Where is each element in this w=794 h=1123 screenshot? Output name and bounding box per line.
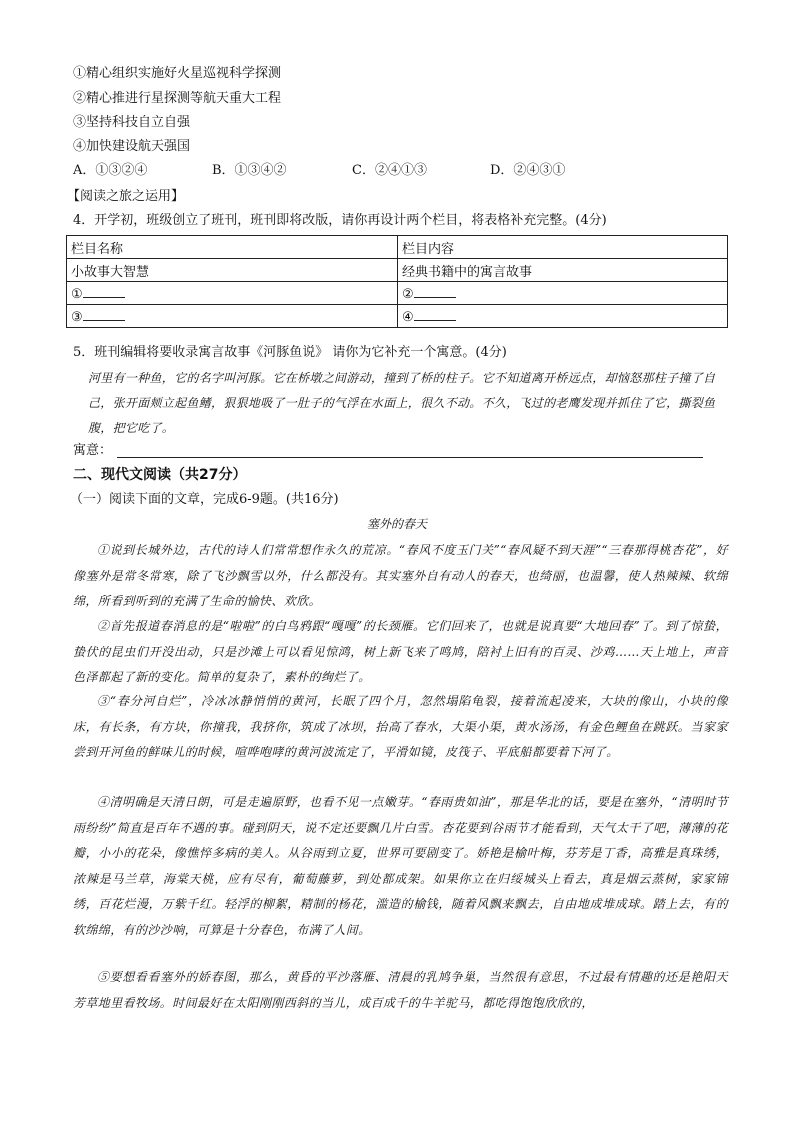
cell-label: ① (71, 286, 83, 302)
article-paragraph-5: ⑤要想看看塞外的娇春图，那么，黄昏的平沙落雁、清晨的乳鸠争巢，当然很有意思，不过最有情趣的还是艳阳天芳草地里看牧场。时间最好在太阳刚刚西斜的当儿，成百成千的牛羊驼马，都吃得饱饱欣欣的， (73, 970, 728, 1010)
table-cell: 小故事大智慧 (67, 259, 398, 282)
q3-option-a: A．①③②④ (73, 163, 148, 178)
moral-answer-line[interactable] (117, 457, 703, 458)
moral-label: 寓意： (73, 443, 113, 458)
article-paragraph-2: ②首先报道春消息的是“啦啦”的白鸟鸦跟“嘎嘎”的长颈雁。它们回来了，也就是说真要“大地回春”了。到了惊蛰，蛰伏的昆虫们开没出动，只是沙滩上可以看见惊鸿，树上新飞来了鸣鸠，陪衬上旧有的百灵、沙鸡……天上地上，声音色泽都起了新的变化。简单的复杂了，素朴的绚烂了。 (73, 619, 728, 684)
table-row (67, 282, 728, 305)
q3-option-c: C．②④①③ (352, 163, 427, 178)
answer-blank[interactable] (414, 308, 456, 321)
table-cell (398, 282, 728, 305)
section-2-title: 二、现代文阅读（共27分） (73, 467, 247, 483)
table-row (67, 305, 728, 328)
q3-item-1: ①精心组织实施好火星巡视科学探测 (73, 66, 282, 81)
table-cell: 栏目内容 (398, 236, 728, 259)
question-4: 4．开学初，班级创立了班刊，班刊即将改版，请你再设计两个栏目，将表格补充完整。(4分) (73, 213, 607, 228)
article-paragraph-1: ①说到长城外边，古代的诗人们常常想作永久的荒凉。“春风不度玉门关”“春风疑不到天涯”“三春那得桃杏花”，好像塞外是常冬常寒，除了飞沙飘雪以外，什么都没有。其实塞外自有动人的春天，也绮丽，也温馨，使人热辣辣、软绵绵，所看到听到的充满了生命的愉快、欢欣。 (73, 543, 728, 608)
cell-label: ② (402, 286, 414, 302)
part-1-intro: （一）阅读下面的文章，完成6-9题。(共16分) (70, 492, 339, 507)
table-cell: 栏目名称 (67, 236, 398, 259)
article-title: 塞外的春天 (366, 517, 427, 531)
cell-label: ④ (402, 309, 414, 325)
section-apply-heading: 【阅读之旅之运用】 (67, 189, 185, 204)
article-paragraph-4: ④清明确是天清日朗，可是走遍原野，也看不见一点嫩芽。“春雨贵如油”，那是华北的话，要是在塞外，“清明时节雨纷纷”简直是百年不遇的事。碰到阴天，说不定还要飘几片白雪。杏花要到谷雨节才能看到，天气太干了吧，薄薄的花瓣，小小的花朵，像憔悴多病的美人。从谷雨到立夏，世界可要剧变了。娇艳是榆叶梅，芬芳是丁香，高雅是真珠绣，浓辣是马兰草，海棠天桃，应有尽有，葡萄藤萝，到处都成架。如果你立在归绥城头上看去，真是烟云蒸树，家家锦绣，百花烂漫，万紫千红。轻浮的柳絮，精制的杨花，滥造的榆钱，随着风飘来飘去，自由地成堆成球。踏上去，有的软绵绵，有的沙沙响，可算是十分春色，布满了人间。 (73, 795, 728, 937)
table-header-row (67, 236, 728, 259)
table-cell (398, 305, 728, 328)
q3-option-b: B．①③④② (212, 163, 287, 178)
cell-label: ③ (71, 309, 83, 325)
answer-blank[interactable] (83, 308, 125, 321)
q3-option-d: D．②④③① (490, 163, 566, 178)
fable-text: 河里有一种鱼，它的名字叫河豚。它在桥墩之间游动，撞到了桥的柱子。它不知道离开桥远点，却恼怒那柱子撞了自己，张开面颊立起鱼鳍，狠狠地吸了一肚子的气浮在水面上，很久不动。不久，飞过的老鹰发现并抓住了它，撕裂鱼腹，把它吃了。 (88, 371, 716, 435)
answer-blank[interactable] (414, 285, 456, 298)
article-paragraph-3: ③“春分河自烂”，冷冰冰静悄悄的黄河，长眠了四个月，忽然塌陷龟裂，接着流起凌来，大块的像山，小块的像床，有长条，有方块，你撞我，我挤你，筑成了冰坝，抬高了春水，大渠小渠，黄水汤汤，有金色鲤鱼在跳跃。当家家尝到开河鱼的鲜味儿的时候，喧哗咆哮的黄河波流定了，平滑如镜，皮筏子、平底船都要着下河了。 (73, 694, 728, 759)
q3-item-4: ④加快建设航天强国 (73, 139, 191, 154)
question-5: 5．班刊编辑将要收录寓言故事《河豚鱼说》 请你为它补充一个寓意。(4分) (73, 345, 507, 360)
answer-blank[interactable] (83, 285, 125, 298)
table-row (67, 259, 728, 282)
table-cell (67, 282, 398, 305)
table-cell (67, 305, 398, 328)
q3-item-2: ②精心推进行星探测等航天重大工程 (73, 91, 282, 106)
q3-item-3: ③坚持科技自立自强 (73, 115, 191, 130)
column-table (66, 235, 728, 328)
table-cell: 经典书籍中的寓言故事 (398, 259, 728, 282)
